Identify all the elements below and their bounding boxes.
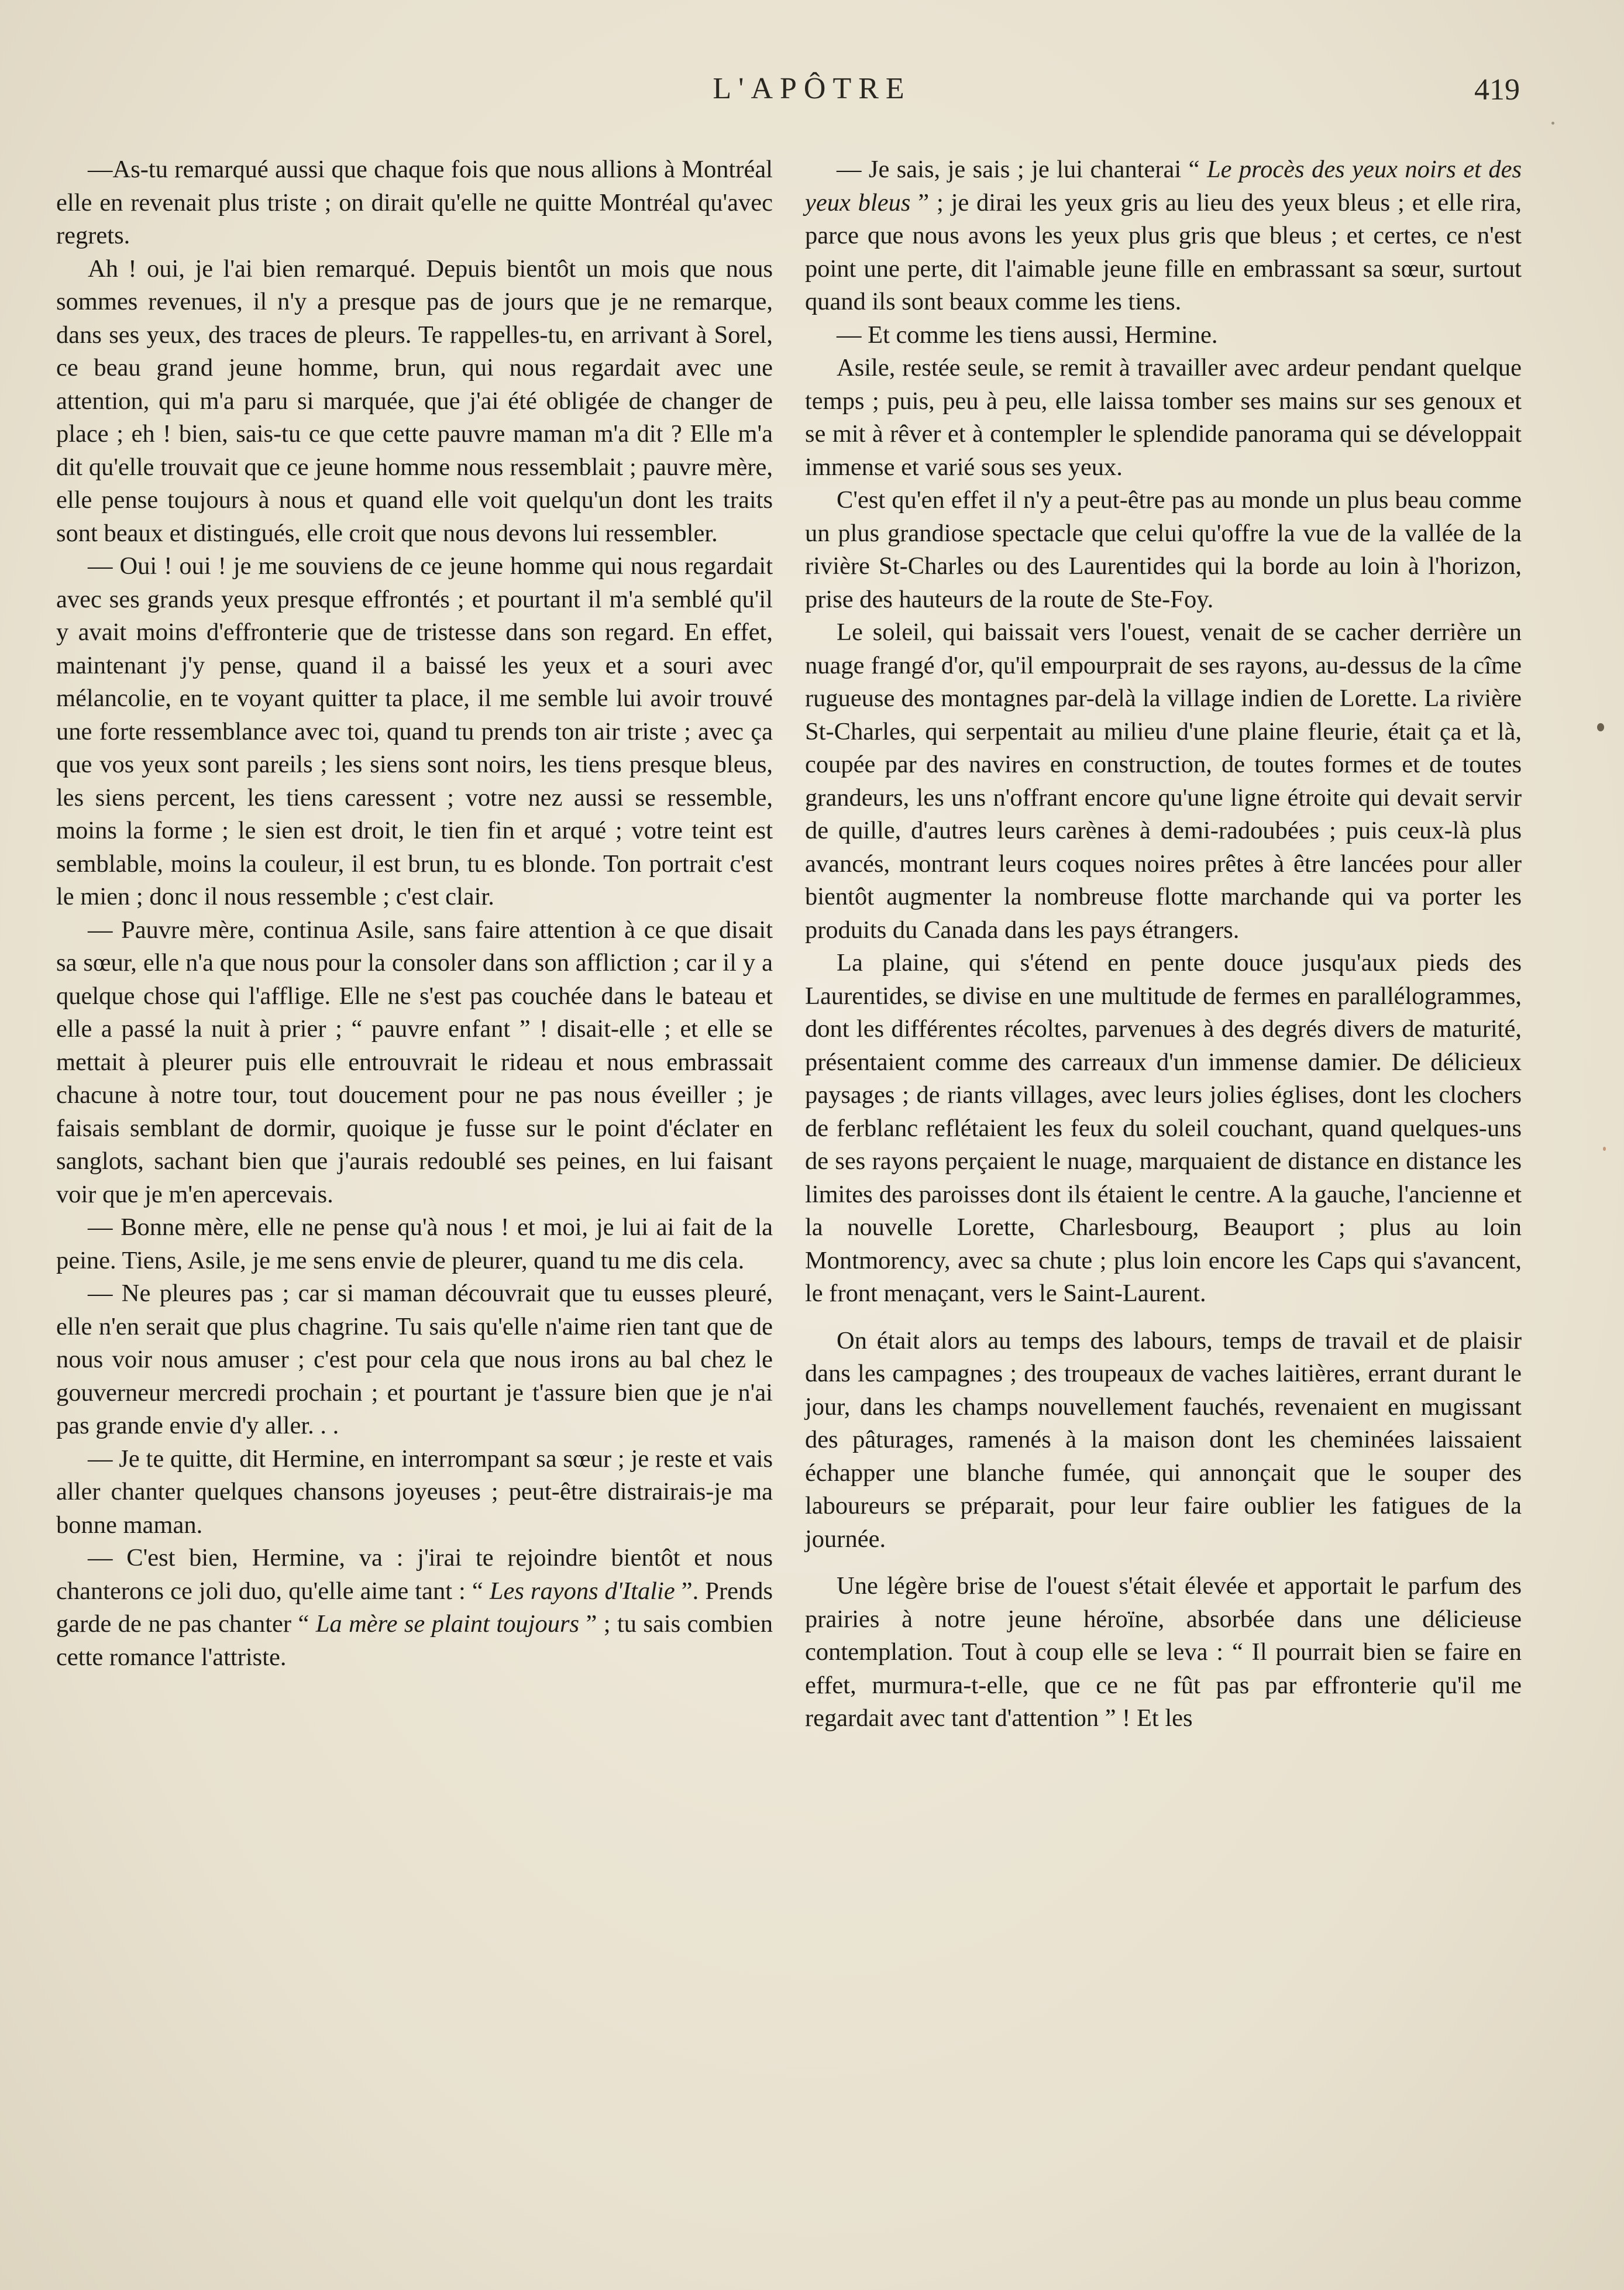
paragraph: Le soleil, qui baissait vers l'ouest, venait de se cacher derrière un nuage frangé d'or, qu'il empourprait de ses rayons, au-dessus de la cîme rugueuse des montagnes par-delà la village indien de Lorette. La rivière St-Charles, qui serpentait au milieu d'une plaine fleurie, était ça et là, coupée par des navires en construction, de toutes formes et de toutes grandeurs, les uns n'offrant encore qu'une ligne étroite qui devait servir de quille, d'autres leurs carènes à demi-radoubées ; puis ceux-là plus avancés, montrant leurs coques noires prêtes à être lancées pour aller bientôt augmenter la nombreuse flotte marchande qui va porter les produits du Canada dans les pays étrangers. — [805, 618, 1522, 944]
paragraph: — Et comme les tiens aussi, Hermine. — [837, 321, 1218, 349]
running-title: L'APÔTRE — [713, 72, 911, 105]
paragraph: — Bonne mère, elle ne pense qu'à nous ! et moi, je lui ai fait de la peine. Tiens, Asile, je me sens envie de pleurer, quand tu me dis cela. — [56, 1213, 773, 1274]
paragraph: La plaine, qui s'étend en pente douce jusqu'aux pieds des Laurentides, se divise en une multitude de fermes en parallélogrammes, dont les différentes récoltes, parvenues à des degrés divers de maturité, présentaient comme des carreaux d'un immense damier. De délicieux paysages ; de riants villages, avec leurs jolies églises, dont les clochers de ferblanc reflétaient les feux du soleil couchant, quand quelques-uns de ses rayons perçaient le nuage, marquaient de distance en distance les limites des paroisses dont ils étaient le centre. A la gauche, l'ancienne et la nouvelle Lorette, Charlesbourg, Beauport ; plus au loin Montmorency, avec sa chute ; plus loin encore les Caps qui s'avancent, le front menaçant, vers le Saint-Laurent. — [805, 949, 1522, 1307]
text-run: ” ; je dirai les yeux gris au lieu des yeux bleus ; et elle rira, parce que nous avons les yeux plus gris que bleus ; et certes, ce n'est point une perte, dit l'aimable jeune fille en embrassant sa sœur, surtout quand ils sont beaux comme les tiens. — [805, 188, 1522, 315]
paragraph: On était alors au temps des labours, temps de travail et de plaisir dans les campagnes ; des troupeaux de vaches laitières, errant durant le jour, dans les champs nouvellement fauchés, revenaient en mugissant des pâturages, ramenés à la maison dont les cheminées laissaient échapper une blanche fumée, qui annonçait que le souper des laboureurs se préparait, pour leur faire oublier les fatigues de la journée. — [805, 1326, 1522, 1553]
paragraph: — Oui ! oui ! je me souviens de ce jeune homme qui nous regardait avec ses grands yeux presque effrontés ; et pourtant il m'a semblé qu'il y avait moins d'effronterie que de tristesse dans son regard. En effet, maintenant j'y pense, quand il a baissé les yeux et a souri avec mélancolie, en te voyant quitter ta place, il me semble lui avoir trouvé une forte ressemblance avec toi, quand tu prends ton air triste ; avec ça que vos yeux sont pareils ; les siens sont noirs, les tiens presque bleus, les siens percent, les tiens caressent ; votre nez aussi se ressemble, moins la forme ; le sien est droit, le tien fin et arqué ; votre teint est semblable, moins la couleur, il est brun, tu es blonde. Ton portrait c'est le mien ; donc il nous ressemble ; c'est clair. — [56, 552, 773, 910]
song-title: Le procès des yeux noirs et des yeux bleus — [805, 156, 1522, 216]
paragraph — [805, 153, 1522, 319]
paragraph: —As-tu remarqué aussi que chaque fois que nous allions à Montréal elle en revenait plus triste ; on dirait qu'elle ne quitte Montréal qu'avec regrets. — [56, 156, 773, 249]
paragraph: — Pauvre mère, continua Asile, sans faire attention à ce que disait sa sœur, elle n'a que nous pour la consoler dans son affliction ; car il y a quelque chose qui l'afflige. Elle ne s'est pas couchée dans le bateau et elle a passé la nuit à prier ; “ pauvre enfant ” ! disait-elle ; et elle se mettait à pleurer puis elle entrouvrait le rideau et nous embrassait chacune à notre tour, tout doucement pour ne pas nous éveiller ; je faisais semblant de dormir, quoique je fusse sur le point d'éclater en sanglots, sachant bien que j'aurais redoublé ses peines, en lui faisant voir que je m'en apercevais. — [56, 916, 773, 1208]
text-run: ” ; tu sais combien cette romance l'attriste. — [56, 1610, 773, 1671]
song-title: La mère se plaint toujours — [315, 1610, 580, 1638]
paragraph: Une légère brise de l'ouest s'était élevée et apportait le parfum des prairies à notre jeune héroïne, absorbée dans une délicieuse contemplation. Tout à coup elle se leva : “ Il pourrait bien se faire en effet, murmura-t-elle, que ce ne fût pas par effronterie qu'il me regardait avec tant d'attention ” ! Et les — [805, 1572, 1522, 1732]
text-run: — C'est bien, Hermine, va : j'irai te rejoindre bientôt et nous chanterons ce joli duo, qu'elle aime tant : “ — [56, 1544, 773, 1605]
paragraph: Asile, restée seule, se remit à travailler avec ardeur pendant quelque temps ; puis, peu à peu, elle laissa tomber ses mains sur ses genoux et se mit à rêver et à contempler le splendide panorama qui se développait immense et varié sous ses yeux. — [805, 354, 1522, 481]
paragraph: — Ne pleures pas ; car si maman découvrait que tu eusses pleuré, elle n'en serait que plus chagrine. Tu sais qu'elle n'aime rien tant que de nous voir nous amuser ; c'est pour cela que nous irons au bal chez le gouverneur mercredi prochain ; et pourtant je t'assure bien que je n'ai pas grande envie d'y aller. . . — [56, 1280, 773, 1439]
text-run: — Je sais, je sais ; je lui chanterai “ — [837, 156, 1200, 183]
paragraph: Ah ! oui, je l'ai bien remarqué. Depuis bientôt un mois que nous sommes revenues, il n'y a presque pas de jours que je ne remarque, dans ses yeux, des traces de pleurs. Te rappelles-tu, en arrivant à Sorel, ce beau grand jeune homme, brun, qui nous regardait avec une attention, qui m'a paru si marquée, que j'ai été obligée de changer de place ; eh ! bien, sais-tu ce que cette pauvre maman m'a dit ? Elle m'a dit qu'elle trouvait que ce jeune homme nous ressemblait ; pauvre mère, elle pense toujours à nous et quand elle voit quelqu'un dont les traits sont beaux et distingués, elle croit que nous devons lui ressembler. — [56, 255, 773, 547]
paragraph — [56, 1542, 773, 1674]
page-number: 419 — [1474, 73, 1520, 106]
print-speck — [1603, 1147, 1606, 1151]
print-speck — [1551, 122, 1554, 125]
paragraph: C'est qu'en effet il n'y a peut-être pas au monde un plus beau comme un plus grandiose spectacle que celui qu'offre la vue de la vallée de la rivière St-Charles ou des Laurentides qui la borde au loin à l'horizon, prise des hauteurs de la route de Ste-Foy. — [805, 486, 1522, 613]
print-speck — [1597, 723, 1604, 731]
right-column — [805, 153, 1522, 1735]
text-run: ”. Prends garde de ne pas chanter “ — [56, 1577, 773, 1638]
paragraph: — Je te quitte, dit Hermine, en interrompant sa sœur ; je reste et vais aller chanter quelques chansons joyeuses ; peut-être distrairais-je ma bonne maman. — [56, 1445, 773, 1539]
song-title: Les rayons d'Italie — [489, 1577, 675, 1605]
left-column — [56, 153, 773, 1674]
